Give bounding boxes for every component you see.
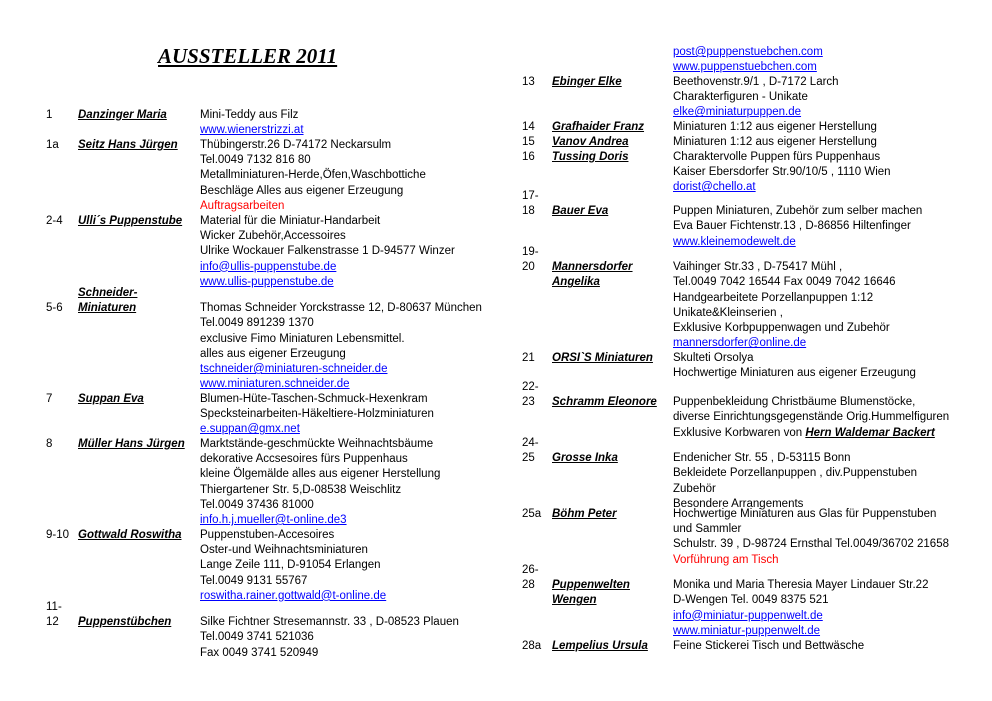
detail-text: Thübingerstr.26 D-74172 Neckarsulm [200,139,392,151]
exhibitor-name: Müller Hans Jürgen [78,438,185,450]
detail-line [673,120,877,135]
detail-text: Tel.0049 891239 1370 [200,317,314,330]
detail-line [200,153,426,168]
booth-number: 21 [522,352,535,364]
contact-link[interactable] [200,260,455,275]
detail-line [673,75,839,90]
detail-line [200,558,386,573]
detail-text: Tel.0049 3741 521036 [200,631,314,644]
detail-line [200,332,482,347]
booth-number: 24- 25 [522,437,539,465]
exhibitor-name: Grosse Inka [552,452,618,465]
detail-text: Auftragsarbeiten [200,199,285,212]
detail-line [673,275,896,290]
exhibitor-name: Puppenstübchen [78,616,172,629]
detail-line [200,615,459,630]
detail-text: Tel.0049 7132 816 80 [200,154,311,167]
detail-line [200,452,440,467]
exhibitor-details [673,351,916,381]
detail-text: mannersdorfer@online.de [673,337,807,350]
detail-text: info@miniatur-puppenwelt.de [673,609,823,622]
detail-text: Charakterfiguren - Unikate [673,91,808,104]
exhibitor-details [200,286,482,392]
contact-link[interactable] [673,609,928,624]
detail-line [200,301,482,316]
exhibitor-details [673,120,877,135]
detail-line [200,600,459,615]
detail-text: Besondere Arrangements [673,497,804,510]
detail-text: www.miniatur-puppenwelt.de [673,624,821,637]
page-title: AUSSTELLER 2011 [158,44,338,68]
detail-line [200,138,426,153]
booth-number: 19- 20 [522,246,539,274]
detail-text: Skulteti Orsolya [673,352,754,364]
detail-text: Thomas Schneider Yorckstrasse 12, D-80637 München [200,302,482,315]
detail-text: dorist@chello.at [673,181,756,194]
detail-text: www.kleinemodewelt.de [673,235,796,248]
booth-number: 1a [46,139,59,151]
detail-line [200,347,482,362]
exhibitor-name: Tussing Doris [552,151,629,163]
detail-line [200,316,482,331]
exhibitor-details [673,380,949,441]
detail-text: Vaihinger Str.33 , D-75417 Mühl , [673,261,843,274]
exhibitor-name: Böhm Peter [552,508,617,520]
detail-line [200,498,440,513]
detail-line [673,189,922,204]
detail-line [673,150,891,165]
detail-line [200,467,440,482]
contact-link[interactable] [200,422,434,437]
detail-text: Tel.0049 7042 16544 Fax 0049 7042 16646 [673,276,896,289]
exhibitor-name: Danzinger Maria [78,109,167,121]
detail-text: Fax 0049 3741 520949 [200,646,319,659]
detail-text: Marktstände-geschmückte Weihnachtsbäume [200,438,434,450]
detail-text: Oster-und Weihnachtsminiaturen [200,544,368,557]
exhibitor-details [200,600,459,661]
detail-text: Beethovenstr.9/1 , D-7172 Larch [673,76,839,88]
detail-text: www.miniaturen.schneider.de [200,378,350,391]
booth-number: 7 [46,393,53,405]
detail-line [673,165,891,180]
exhibitor-name: Mannersdorfer Angelika [552,261,633,289]
exhibitor-name: Seitz Hans Jürgen [78,139,178,151]
booth-number: 17- 18 [522,190,539,218]
detail-text: Unikate&Kleinserien , [673,306,783,319]
exhibitor-details [200,108,304,138]
detail-line [200,437,440,452]
detail-line [200,543,386,558]
exhibitor-details [673,45,823,75]
booth-number: 9-10 [46,529,70,541]
detail-line [673,321,896,336]
booth-number: 13 [522,76,535,88]
detail-text: Wicker Zubehör,Accessoires [200,230,346,243]
booth-number: 2-4 [46,215,63,227]
detail-line [673,451,917,466]
exhibitor-details [200,392,434,438]
exhibitor-name: Schramm Eleonore [552,396,657,409]
booth-number: 22- 23 [522,381,539,409]
detail-line [673,593,928,608]
detail-line [200,528,386,543]
detail-line [200,286,482,301]
exhibitor-details [673,135,877,150]
detail-line [673,410,949,425]
detail-text: www.wienerstrizzi.at [200,124,304,137]
booth-number: 14 [522,121,535,133]
exhibitor-name: Ebinger Elke [552,76,622,88]
exhibitor-name: Vanov Andrea [552,136,629,148]
detail-line [673,204,922,219]
detail-text: Silke Fichtner Stresemannstr. 33 , D-08523 Plauen [200,616,459,629]
contact-link[interactable] [200,377,482,392]
detail-line [673,507,949,522]
exhibitor-name: Ulli´s Puppenstube [78,215,183,227]
exhibitor-name: Bauer Eva [552,205,609,218]
detail-line [673,219,922,234]
detail-line [200,630,459,645]
detail-text: info.h.j.mueller@t-online.de3 [200,513,347,526]
detail-line [673,563,928,578]
exhibitor-name: Gottwald Roswitha [78,529,182,541]
detail-text: Exklusive Korbpuppenwagen und Zubehör [673,321,890,334]
exhibitor-name: Puppenwelten Wengen [552,579,630,607]
detail-text: Tel.0049 37436 81000 [200,498,314,511]
detail-line [200,244,455,259]
detail-text: Bekleidete Porzellanpuppen , div.Puppenstuben [673,467,918,480]
detail-text: e.suppan@gmx.net [200,423,300,436]
detail-text: Metallminiaturen-Herde,Öfen,Waschbottiche [200,169,426,182]
contact-link[interactable] [673,336,896,351]
booth-number: 11- 12 [46,601,62,629]
detail-line [673,291,896,306]
exhibitor-details [673,639,864,654]
detail-text: Eva Bauer Fichtenstr.13 , D-86856 Hiltenfinger [673,220,911,233]
exhibitor-details [200,528,386,604]
detail-line [673,395,949,410]
detail-line [200,574,386,589]
emphasized-name: Hern Waldemar Backert [805,426,935,439]
detail-text: Tel.0049 9131 55767 [200,574,308,587]
detail-text: Exklusive Korbwaren von [673,426,806,439]
detail-text: Specksteinarbeiten-Häkeltiere-Holzminiaturen [200,408,434,421]
contact-link[interactable] [673,60,823,75]
detail-text: post@puppenstuebchen.com [673,46,823,58]
detail-line [673,245,896,260]
booth-number: 28a [522,640,542,652]
booth-number: 5-6 [46,302,63,315]
detail-line [673,260,896,275]
detail-text: dekorative Accsesoires fürs Puppenhaus [200,453,408,466]
detail-text: Miniaturen 1:12 aus eigener Herstellung [673,136,877,148]
detail-text: Lange Zeile 111, D-91054 Erlangen [200,559,381,572]
detail-text: Zubehör [673,482,716,495]
detail-line [673,537,949,552]
detail-text: Schulstr. 39 , D-98724 Ernsthal Tel.0049/36702 21658 [673,538,949,551]
detail-text: alles aus eigener Erzeugung [200,347,346,360]
detail-line [200,483,440,498]
detail-line [673,578,928,593]
exhibitor-name: Lempelius Ursula [552,640,648,652]
exhibitor-details [200,214,455,290]
detail-text: und Sammler [673,523,742,536]
contact-link[interactable] [673,45,823,60]
detail-text: Ulrike Wockauer Falkenstrasse 1 D-94577 Winzer [200,245,455,258]
detail-text: Beschläge Alles aus eigener Erzeugung [200,184,404,197]
detail-line [673,639,864,654]
detail-text: Feine Stickerei Tisch und Bettwäsche [673,640,865,652]
exhibitor-details [673,436,917,512]
detail-text: elke@miniaturpuppen.de [673,106,802,119]
detail-text: D-Wengen Tel. 0049 8375 521 [673,594,829,607]
detail-text: Puppenstuben-Accesoires [200,529,335,541]
detail-text: Hochwertige Miniaturen aus Glas für Puppenstuben [673,508,937,520]
exhibitor-name: Grafhaider Franz [552,121,645,133]
detail-text: Puppenbekleidung Christbäume Blumenstöcke, [673,396,916,409]
detail-line [200,392,434,407]
detail-line [200,199,426,214]
booth-number: 1 [46,109,53,121]
detail-line [200,108,304,123]
detail-line [200,214,455,229]
detail-text: Thiergartener Str. 5,D-08538 Weischlitz [200,483,402,496]
detail-text: roswitha.rainer.gottwald@t-online.de [200,589,387,602]
booth-number: 15 [522,136,535,148]
detail-text: exclusive Fimo Miniaturen Lebensmittel. [200,332,405,345]
booth-number: 26- 28 [522,564,539,592]
detail-text: Handgearbeitete Porzellanpuppen 1:12 [673,291,874,304]
exhibitor-name: ORSI`S Miniaturen [552,352,653,364]
detail-line [673,522,949,537]
detail-text: Mini-Teddy aus Filz [200,109,299,121]
detail-text: Miniaturen 1:12 aus eigener Herstellung [673,121,877,133]
exhibitor-details [200,437,440,528]
booth-number: 8 [46,438,53,450]
detail-text: Material für die Miniatur-Handarbeit [200,215,381,227]
contact-link[interactable] [200,362,482,377]
detail-text: Blumen-Hüte-Taschen-Schmuck-Hexenkram [200,393,428,405]
exhibitor-details [200,138,426,214]
detail-text: Kaiser Ebersdorfer Str.90/10/5 , 1110 Wien [673,166,891,179]
detail-text: diverse Einrichtungsgegenstände Orig.Hummelfiguren [673,411,950,424]
detail-text: www.puppenstuebchen.com [673,61,817,74]
detail-line [673,306,896,321]
detail-line [200,229,455,244]
detail-text: Charaktervolle Puppen fürs Puppenhaus [673,151,881,163]
detail-line [200,168,426,183]
detail-text: Endenicher Str. 55 , D-53115 Bonn [673,452,851,465]
detail-line [200,407,434,422]
detail-line [673,351,916,366]
detail-text: www.ullis-puppenstube.de [200,275,334,288]
exhibitor-details [673,245,896,351]
exhibitor-details [673,563,928,639]
detail-text: Monika und Maria Theresia Mayer Lindauer Str.22 [673,579,929,592]
detail-text: Hochwertige Miniaturen aus eigener Erzeugung [673,367,916,380]
detail-text: tschneider@miniaturen-schneider.de [200,362,388,375]
detail-line [673,380,949,395]
detail-line [673,466,917,481]
detail-text: info@ullis-puppenstube.de [200,260,337,273]
detail-line [673,135,877,150]
contact-link[interactable] [200,513,440,528]
contact-link[interactable] [200,123,304,138]
contact-link[interactable] [673,624,928,639]
exhibitor-details [673,75,839,121]
detail-line [200,184,426,199]
detail-text: Puppen Miniaturen, Zubehör zum selber machen [673,205,923,218]
booth-number: 16 [522,151,535,163]
exhibitor-details [673,189,922,250]
detail-line [673,482,917,497]
detail-line [673,436,917,451]
exhibitor-name: Suppan Eva [78,393,144,405]
exhibitor-details [673,507,949,568]
detail-text: Vorführung am Tisch [673,553,779,566]
booth-number: 25a [522,508,542,520]
detail-text: kleine Ölgemälde alles aus eigener Herstellung [200,468,441,481]
detail-line [673,90,839,105]
detail-line [200,646,459,661]
contact-link[interactable] [673,105,839,120]
exhibitor-name: Schneider- Miniaturen [78,287,138,315]
